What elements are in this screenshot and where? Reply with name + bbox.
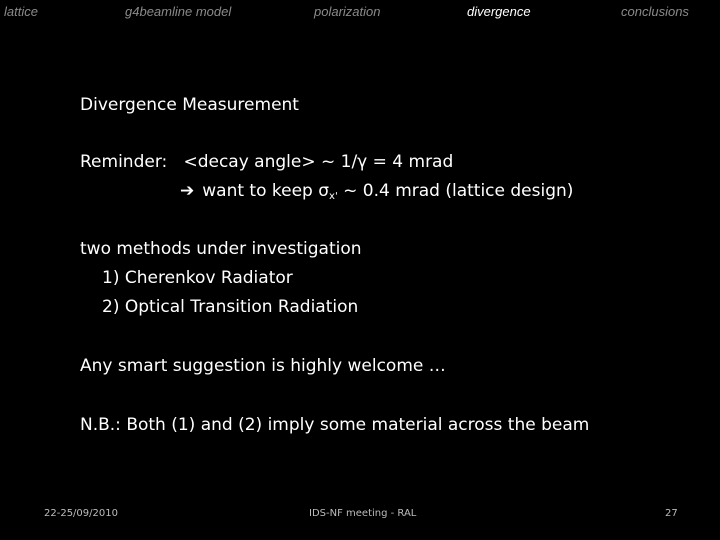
slide-title: Divergence Measurement	[80, 95, 299, 115]
footer-event: IDS-NF meeting - RAL	[309, 508, 417, 519]
methods-block	[80, 235, 362, 322]
suggestion-text: Any smart suggestion is highly welcome …	[80, 356, 446, 376]
method-item: 2) Optical Transition Radiation	[102, 297, 359, 317]
sigma-symbol: σ	[318, 181, 330, 201]
reminder-label: Reminder:	[80, 152, 168, 172]
reminder-text: <decay angle> ~ 1/γ = 4 mrad	[183, 152, 454, 172]
nav-item-divergence[interactable]: divergence	[467, 4, 531, 19]
target-divergence-line	[180, 177, 573, 211]
method-item: 1) Cherenkov Radiator	[102, 268, 293, 288]
methods-heading: two methods under investigation	[80, 239, 362, 259]
footer-date: 22-25/09/2010	[44, 508, 118, 519]
reminder-line	[80, 148, 453, 177]
arrow-text-before: want to keep	[202, 181, 319, 201]
nav-item-conclusions[interactable]: conclusions	[621, 4, 689, 19]
nav-item-g4beamline-model[interactable]: g4beamline model	[125, 4, 232, 19]
page-number: 27	[665, 508, 678, 519]
nav-item-polarization[interactable]: polarization	[314, 4, 381, 19]
arrow-text-after: ~ 0.4 mrad (lattice design)	[337, 181, 574, 201]
nav-item-lattice[interactable]: lattice	[4, 4, 38, 19]
right-arrow-icon: ➔	[180, 181, 195, 201]
note-text: N.B.: Both (1) and (2) imply some material across the beam	[80, 415, 590, 435]
sigma-subscript: x'	[329, 191, 338, 202]
